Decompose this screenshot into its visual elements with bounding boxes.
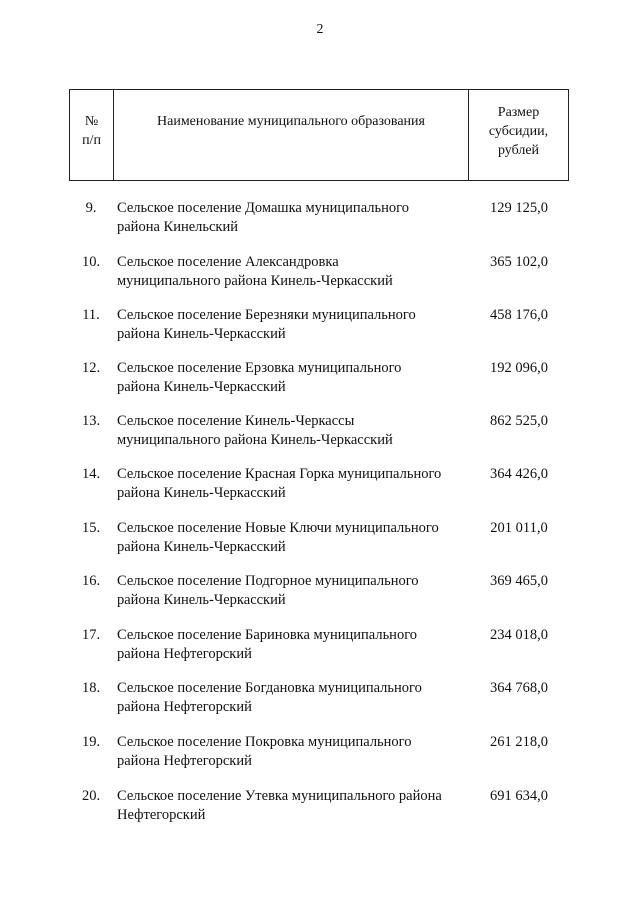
row-amount: 691 634,0	[490, 788, 548, 804]
row-amount: 201 011,0	[490, 520, 548, 536]
table-row	[69, 306, 569, 346]
row-number: 11.	[82, 307, 100, 323]
row-name	[117, 465, 467, 503]
header-number-abbrev: п/п	[82, 133, 101, 148]
row-name-line: Сельское поселение Кинель-Черкассы	[117, 413, 355, 429]
table-row	[69, 679, 569, 719]
row-name-line: района Нефтегорский	[117, 646, 252, 662]
row-amount: 862 525,0	[490, 413, 548, 429]
row-amount: 458 176,0	[490, 307, 548, 323]
table-row	[69, 572, 569, 612]
row-name	[117, 412, 467, 450]
header-name-column	[114, 90, 469, 180]
row-name	[117, 733, 467, 771]
row-name-line: Сельское поселение Березняки муниципального	[117, 307, 416, 323]
row-amount: 192 096,0	[490, 360, 548, 376]
row-name-line: района Кинель-Черкасский	[117, 326, 286, 342]
row-number: 10.	[81, 254, 101, 270]
row-number: 17.	[81, 627, 101, 643]
row-name-line: Сельское поселение Домашка муниципального	[117, 200, 409, 216]
row-name-line: района Нефтегорский	[117, 699, 252, 715]
row-number: 19.	[81, 734, 101, 750]
row-name-line: Сельское поселение Новые Ключи муниципального	[117, 520, 439, 536]
row-number: 12.	[81, 360, 101, 376]
row-number: 15.	[81, 520, 101, 536]
header-amount-line1: Размер	[497, 105, 540, 120]
row-name-line: Сельское поселение Подгорное муниципального	[117, 573, 419, 589]
row-number: 18.	[81, 680, 101, 696]
row-name-line: района Кинель-Черкасский	[117, 379, 286, 395]
header-number-symbol: №	[84, 114, 99, 129]
row-name	[117, 787, 467, 825]
row-amount: 364 426,0	[490, 466, 548, 482]
header-name-label: Наименование муниципального образования	[157, 114, 425, 129]
row-number: 20.	[81, 788, 101, 804]
row-name	[117, 519, 467, 557]
row-number: 13.	[81, 413, 101, 429]
row-name-line: района Кинель-Черкасский	[117, 539, 286, 555]
row-name-line: муниципального района Кинель-Черкасский	[117, 432, 393, 448]
row-amount: 365 102,0	[490, 254, 548, 270]
row-name	[117, 626, 467, 664]
row-name-line: Сельское поселение Бариновка муниципального	[117, 627, 418, 643]
row-name-line: района Кинель-Черкасский	[117, 485, 286, 501]
row-amount: 364 768,0	[490, 680, 548, 696]
row-name-line: района Нефтегорский	[117, 753, 252, 769]
table-row	[69, 787, 569, 827]
row-name-line: муниципального района Кинель-Черкасский	[117, 273, 393, 289]
table-row	[69, 412, 569, 452]
row-name-line: района Кинель-Черкасский	[117, 592, 286, 608]
table-row	[69, 465, 569, 505]
row-number: 14.	[81, 466, 101, 482]
page-number: 2	[316, 22, 324, 37]
table-row	[69, 199, 569, 239]
row-name	[117, 253, 467, 291]
row-name-line: Нефтегорский	[117, 807, 206, 823]
row-name-line: Сельское поселение Ерзовка муниципального	[117, 360, 402, 376]
row-amount: 234 018,0	[490, 627, 548, 643]
row-name-line: Сельское поселение Покровка муниципального	[117, 734, 412, 750]
row-name-line: района Кинельский	[117, 219, 238, 235]
row-amount: 129 125,0	[490, 200, 548, 216]
row-amount: 369 465,0	[490, 573, 548, 589]
table-row	[69, 626, 569, 666]
table-header	[69, 89, 569, 181]
row-name	[117, 679, 467, 717]
row-amount: 261 218,0	[490, 734, 548, 750]
header-amount-column	[469, 90, 568, 180]
row-number: 16.	[81, 573, 101, 589]
header-amount-line3: рублей	[497, 143, 540, 158]
header-number-column	[70, 90, 114, 180]
table-row	[69, 733, 569, 773]
table-row	[69, 359, 569, 399]
table-row	[69, 253, 569, 293]
row-name-line: Сельское поселение Красная Горка муниципального	[117, 466, 442, 482]
row-name	[117, 199, 467, 237]
row-number: 9.	[85, 200, 97, 216]
table-row	[69, 519, 569, 559]
row-name-line: Сельское поселение Богдановка муниципального	[117, 680, 422, 696]
row-name	[117, 359, 467, 397]
row-name	[117, 572, 467, 610]
row-name	[117, 306, 467, 344]
header-amount-line2: субсидии,	[488, 124, 549, 139]
row-name-line: Сельское поселение Александровка	[117, 254, 339, 270]
row-name-line: Сельское поселение Утевка муниципального района	[117, 788, 442, 804]
